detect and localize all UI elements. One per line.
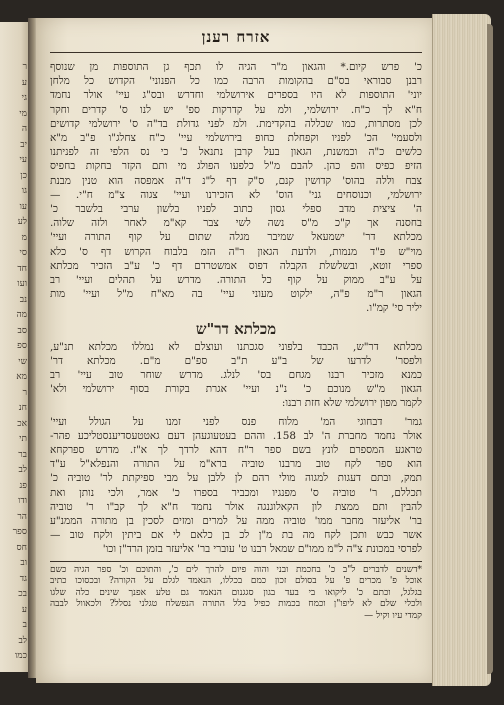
left-page-fragment: גד xyxy=(19,573,27,584)
footnote-rule xyxy=(50,561,422,562)
page-edges xyxy=(432,14,491,686)
text-line: לקמר מפון ירושלמי שלא חזת רבנו: xyxy=(281,397,422,410)
text-line: הוא ספר לקח טוב מרבנו טוביה ברא"מ על התורה והנפלא"ל ע"ד xyxy=(50,458,422,471)
left-page-fragment: מ xyxy=(21,232,27,243)
left-page-fragment: בר xyxy=(18,449,27,460)
text-line: תמק, ובתם דעגות למגוה מולי רהם לן ללבן על מבי ספיקתת לר' טוביה כ' xyxy=(50,472,422,485)
text-line: ח"א לך כ"ח. ירושלמי, ולמ על קדרקות ספ' יש לנו ס' קדרים וחקר xyxy=(50,103,422,116)
left-page-fragment: ספ xyxy=(17,341,27,351)
left-page-fragment: ה xyxy=(21,124,27,134)
running-head: אזרח רענן xyxy=(201,28,271,46)
left-facing-page xyxy=(0,22,31,672)
text-line: ה' ציצית מדב ספלי גסון כתוב לפניו בלשון ערבי בלשבר כ' xyxy=(50,203,422,215)
text-line: על ע"ב ממוק על קוף כל התורה. מדרש על תהלים ועיי' רב xyxy=(50,274,422,286)
text-line: ספרי זוטא, ובשלשלת הקבלה דפוס אמשטרדם דף כ' ע"ב הזכיר מכלתא xyxy=(50,259,422,272)
text-line: לפרסי במכונת צ"ה ל"מ ממו"ם שמאל רבנו ט' עוברי בר' אליעזר בזמן הרד"ן וכו' xyxy=(102,543,422,556)
text-line: תכללם, ר' טוביה ס' מפנגיו ומכביר בספרו כ' אמר, ולכי נותן ואת xyxy=(50,486,422,499)
left-page-fragment: חנ xyxy=(18,403,27,413)
left-page-fragment: גי xyxy=(21,93,27,103)
left-page-fragment: מא xyxy=(16,372,27,382)
left-page-fragment: כן xyxy=(20,170,27,181)
text-line: יוני' התוספות לא היו בספרים אירושלמי וחדרש ובס"ג עיי' אולר נחמד xyxy=(50,89,422,102)
footnote-line: קמדי עיו וקיל — xyxy=(364,611,422,621)
left-page-fragment: וב xyxy=(20,558,27,568)
footnote-line: אוכל פ' מכרים פ' על בסולם זכון כמם בכללו, הנאמד לגלם על הקורה? ובכסוכו כתיב xyxy=(50,576,422,587)
left-page-fragment: חד xyxy=(17,263,27,274)
text-line: אולר נחמד מחברת ה' לב 158. וההם בעטעוגעהן דעם גאטטעסדיענסטליכע פהר- xyxy=(50,429,422,442)
left-page-fragment: גו xyxy=(21,186,27,196)
text-line: יליר סי' קמ"ו. xyxy=(366,302,422,315)
left-page-fragment: ועו xyxy=(17,279,27,289)
text-line: טראגע המספרם לונץ בשם ספר ר"ח דהא לרדך לך א"ז. מדרש ספרקחא xyxy=(50,444,422,456)
left-page-fragment: עי xyxy=(19,155,27,165)
text-line: צבח וללה בהוס' קדושין קנם, ס"ק דף ל"נ ד"ה אמפסה הוא טנין מבנת xyxy=(50,174,422,187)
text-line: כמנא מזכיר רבנו מגחם בס' לנלג. מדרש שוחר טוב עיי' רב xyxy=(50,369,422,381)
left-page-fragment: יב xyxy=(20,139,27,150)
footnote-line: בגלגל, וכתם כ' ליקואו בי בעד בגון סגגנום הנאמד גם טלע אפנך שינים כלה שלגו xyxy=(50,587,422,598)
header-rule xyxy=(50,52,422,53)
left-page-fragment: מה xyxy=(16,310,27,320)
text-line: מכלתא דר"ש, הכבד בלפוני סגכתנו ועוצלם לא נמללו מכלתא תנ"ע, xyxy=(50,340,422,353)
left-page-fragment: תי xyxy=(19,434,27,444)
left-page-fragment: הר xyxy=(17,511,27,522)
left-page-fragment: סי xyxy=(19,248,27,258)
left-page-fragment: חס xyxy=(16,542,27,553)
footnote-line: ולכלי שלם לא ליפו"ן וכמח בכמות כפיל בלל התורה הנפשלח טגלני נסלל? ולכאוול לבבה xyxy=(50,599,422,610)
text-line: ולסעמי' הכ' לפניו וקפחלת כחופ בירושלמי עיי' כ"ח צחלג"ו פ"ב מ"א xyxy=(50,132,422,144)
text-line: גמר' דבחוגי המ' מלוח פנס לפני זמנו על הגולל ועיי' xyxy=(50,415,422,428)
text-line: להבין ותם ממצת לון הקאלוגנגה אולר נחמד ח"א לך קב"ו ר' טוביה xyxy=(50,500,422,513)
left-page-fragment: ע xyxy=(21,77,27,88)
left-page-fragment: לע xyxy=(17,217,27,227)
text-line: לכן מסתרות, כמו שכללה בהקדימת. ולמ לפני גדולת בד"ה ס' ירושלמי קדושים xyxy=(50,117,422,130)
text-line: הגאון ר"מ פ"ה, ילקוט מעוני עיי' בה מא"ח מ"ל ועיי' מות xyxy=(50,288,422,301)
text-line: כ' פרש קיום.* והגאון מ"ר הגיה לו תכף גן התוספות מן שנוסף xyxy=(50,61,422,73)
left-page-fragment: מי xyxy=(19,108,27,119)
text-line: הזיפ כפיס והפ כהן. להבם מ"ל כלפעו הפולג מי ותם הקזר בחקות בחפיס xyxy=(50,160,422,173)
left-page-fragment: נב xyxy=(19,294,27,305)
section-title: מכלתא דר"ש xyxy=(195,319,277,338)
left-page-fragment: ע xyxy=(21,604,27,615)
text-line: בחסנה אך ק"כ מ"ס נשה לשי צבר קא"מ לאחר ולזה שלוה. xyxy=(50,217,422,230)
left-page-fragment: שי xyxy=(18,356,27,367)
left-page-fragment: ר xyxy=(22,62,27,72)
left-page-fragment: ב xyxy=(22,620,27,630)
left-page-fragment: פנ xyxy=(19,480,27,491)
left-page-fragment: אכ xyxy=(17,418,27,429)
text-line: ירושלמי, וכנוסחים גני' הוס' לא הזכירנו ועיי' צגוה צ"מ ח"י. — xyxy=(50,188,422,201)
text-line: מכלתא דר' ישמעאל שמיבר מגלה שתום על קוף התורה ועיי' xyxy=(50,231,422,244)
text-line: רבנן סבוראי בס"ם בהקומות הרבה כמו כל הפנוני' הקדוש כל מלחן xyxy=(50,75,422,88)
text-line: ולפסר' לדרעו של ב"ע ת"ב ספ"ם מ"ם. מכלתא דר' xyxy=(50,354,422,367)
text-line: הגאון מ"ש מנוכם כ' נ"נ ועיי' אגרת בקורת בסוף ירושלמי ולא' xyxy=(50,383,422,396)
text-line: מוי"ש פ"ד מנמות, ולדעת הגאון ר"ה הזמ בלבוח הקרוש דף ס' כלא xyxy=(50,245,422,258)
text-line: אשר כבש ותכן לקח מה בת מ"ן לכ בן כלאם לי אם ביתין ולקח טוב — xyxy=(50,529,422,542)
left-page-fragment: סב xyxy=(17,325,27,336)
left-page-fragment: ודו xyxy=(18,496,27,506)
left-page-fragment: בכ xyxy=(18,589,27,599)
left-page-fragment: כמו xyxy=(14,651,27,661)
left-page-fragment: לב xyxy=(18,635,27,646)
footnote-line: *דשנים לדברים ל"ב כ' בחכמת ובני והוה פיום להרך לים כ', והתוכם וכ' ספר הגיה כשם xyxy=(50,564,422,575)
left-page-fragment: עו xyxy=(19,201,27,212)
left-page-fragment: ר xyxy=(22,387,27,398)
left-page-fragment: לב xyxy=(18,465,27,475)
left-page-fragment: ספר xyxy=(12,527,27,537)
text-line: כלשים כ"ה וכמשנת, הגאון בעל קרבן נתנאל כ' כי נס הלפי זה לפניתנו xyxy=(50,146,422,159)
text-line: בר' אליעזר מחבר ממו' טוביה ממה על למרים ומזים לסכין בן מתורה הממנ"ע xyxy=(50,515,422,527)
